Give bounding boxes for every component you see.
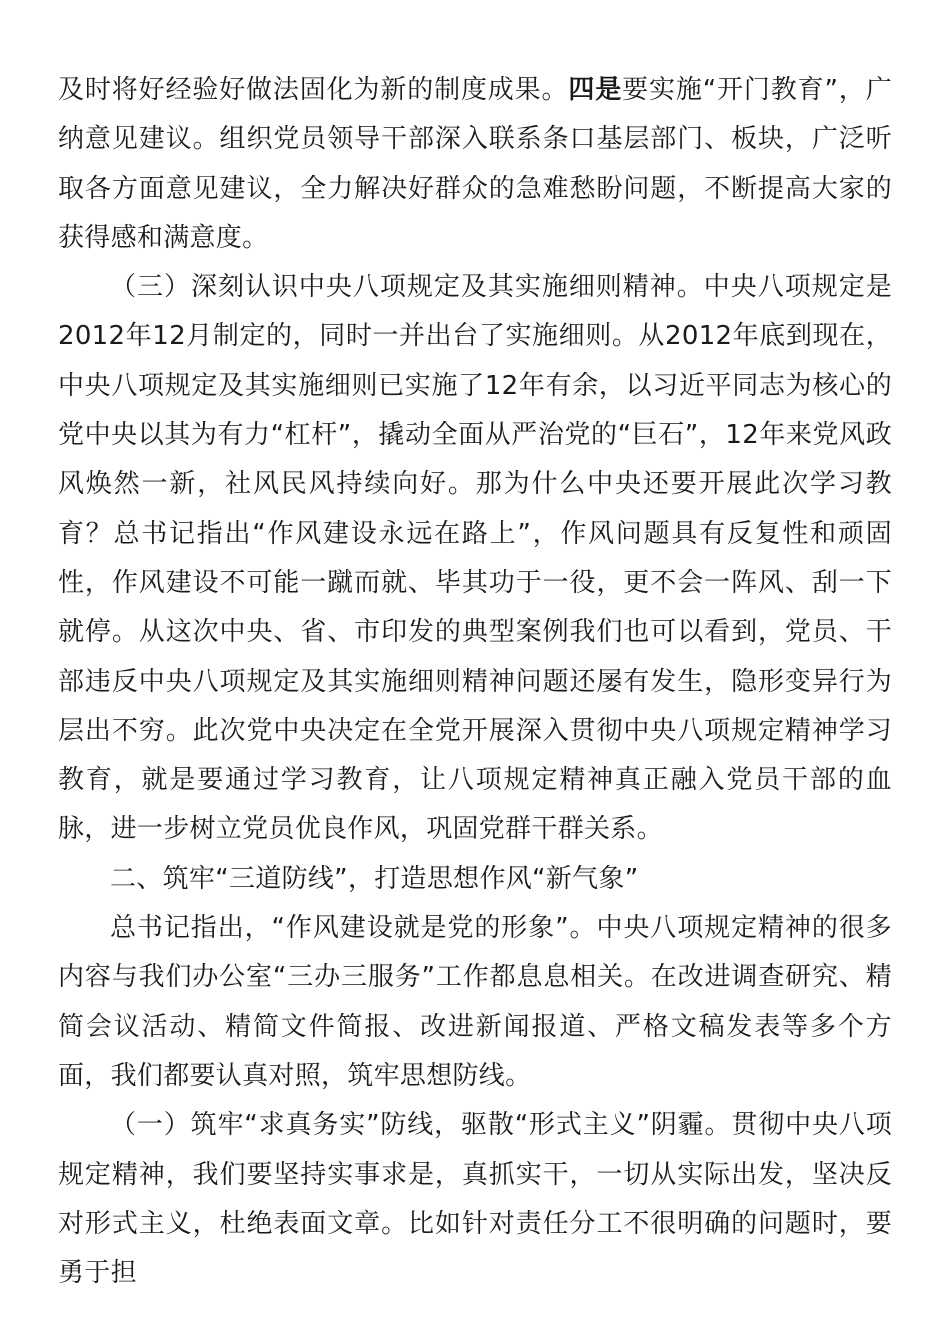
paragraph-text: 要实施“开门教育”，广纳意见建议。组织党员领导干部深入联系条口基层部门、板块，广泛听取各方面意见建议，全力解决好群众的急难愁盼问题，不断提高大家的获得感和满意度。 [58, 75, 892, 253]
paragraph-section-three: （三）深刻认识中央八项规定及其实施细则精神。中央八项规定是2012年12月制定的，同时一并出台了实施细则。从2012年底到现在，中央八项规定及其实施细则已实施了12年有余，以习近平同志为核心的党中央以其为有力“杠杆”，撬动全面从严治党的“巨石”，12年来党风政风焕然一新，社风民风持续向好。那为什么中央还要开展此次学习教育？总书记指出“作风建设永远在路上”，作风问题具有反复性和顽固性，作风建设不可能一蹴而就、毕其功于一役，更不会一阵风、刮一下就停。从这次中央、省、市印发的典型案例我们也可以看到，党员、干部违反中央八项规定及其实施细则精神问题还屡有发生，隐形变异行为层出不穷。此次党中央决定在全党开展深入贯彻中央八项规定精神学习教育，就是要通过学习教育，让八项规定精神真正融入党员干部的血脉，进一步树立党员优良作风，巩固党群干群关系。 [58, 272, 892, 845]
paragraph-continuation [58, 66, 892, 263]
document-body [58, 66, 892, 1298]
bold-keyword: 四是 [568, 75, 623, 105]
paragraph-text: 及时将好经验好做法固化为新的制度成果。 [58, 75, 569, 105]
paragraph-intro: 总书记指出，“作风建设就是党的形象”。中央八项规定精神的很多内容与我们办公室“三办三服务”工作都息息相关。在改进调查研究、精简会议活动、精简文件简报、改进新闻报道、严格文稿发表等多个方面，我们都要认真对照，筑牢思想防线。 [58, 913, 892, 1091]
section-heading-two: 二、筑牢“三道防线”，打造思想作风“新气象” [110, 863, 639, 894]
paragraph-subsection-one: （一）筑牢“求真务实”防线，驱散“形式主义”阴霾。贯彻中央八项规定精神，我们要坚持实事求是，真抓实干，一切从实际出发，坚决反对形式主义，杜绝表面文章。比如针对责任分工不很明确的问题时，要勇于担 [58, 1110, 892, 1289]
